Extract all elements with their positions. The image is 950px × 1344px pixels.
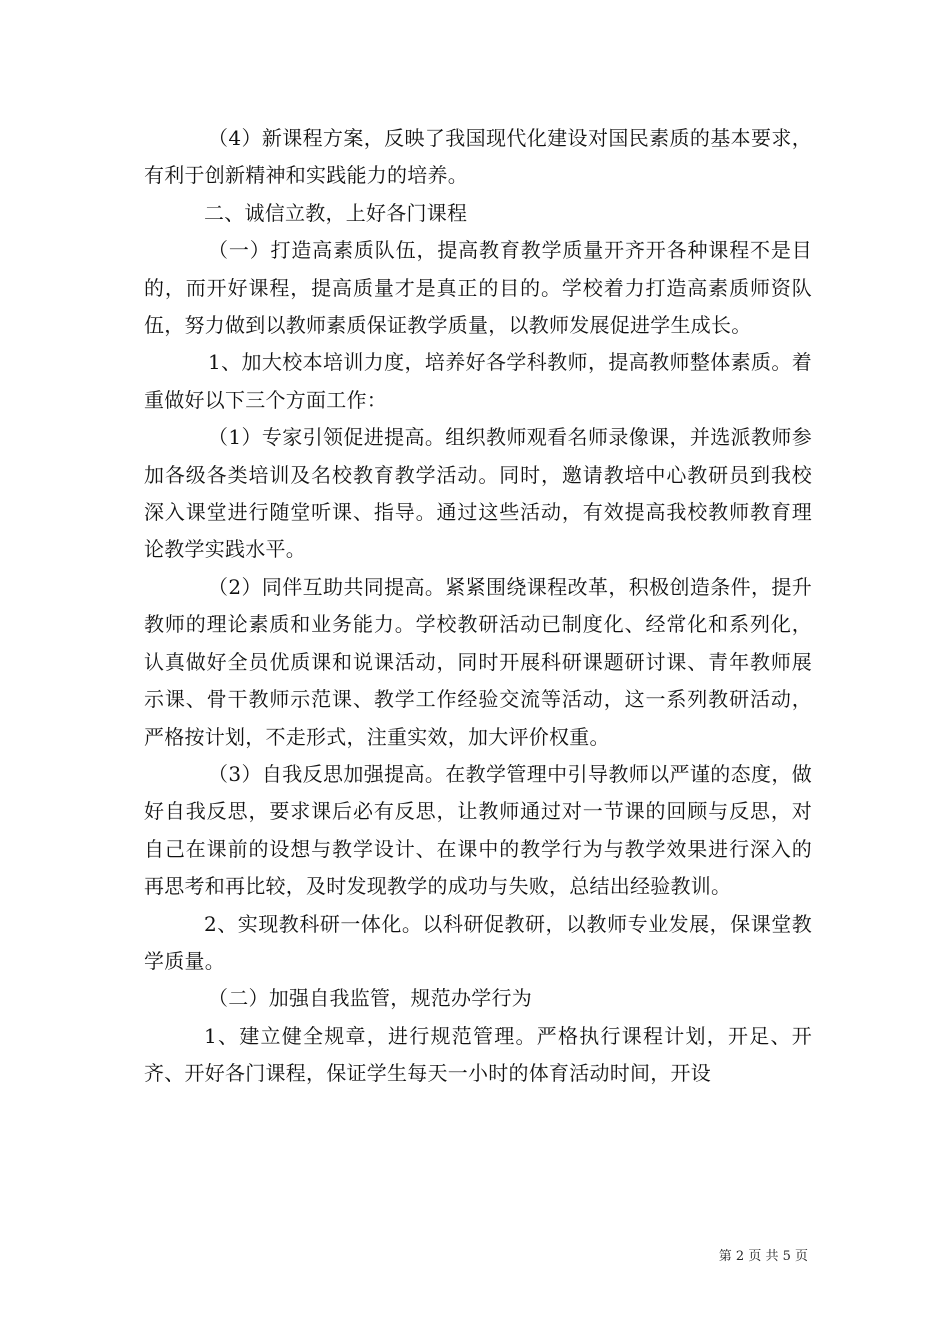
paragraph-expert-guidance: （1）专家引领促进提高。组织教师观看名师录像课，并选派教师参加各级各类培训及名校教育教学活动。同时，邀请教培中心教研员到我校深入课堂进行随堂听课、指导。通过这些活动，有效提高我校教师教育理论教学实践水平。 bbox=[144, 425, 812, 562]
paragraph-peer-support: （2）同伴互助共同提高。紧紧围绕课程改革，积极创造条件，提升教师的理论素质和业务能力。学校教研活动已制度化、经常化和系列化，认真做好全员优质课和说课活动，同时开展科研课题研讨课、青年教师展示课、骨干教师示范课、教学工作经验交流等活动，这一系列教研活动，严格按计划，不走形式，注重实效，加大评价权重。 bbox=[144, 574, 812, 749]
paragraph-new-curriculum-plan: （4）新课程方案，反映了我国现代化建设对国民素质的基本要求，有利于创新精神和实践能力的培养。 bbox=[144, 126, 812, 188]
document-body bbox=[144, 120, 812, 1093]
heading-self-supervision: （二）加强自我监管，规范办学行为 bbox=[208, 986, 532, 1011]
paragraph-school-training: 1、加大校本培训力度，培养好各学科教师，提高教师整体素质。着重做好以下三个方面工作： bbox=[144, 350, 812, 412]
paragraph-regulations: 1、建立健全规章，进行规范管理。严格执行课程计划，开足、开齐、开好各门课程，保证学生每天一小时的体育活动时间，开设 bbox=[144, 1023, 812, 1086]
paragraph-research-integration: 2、实现教科研一体化。以科研促教研，以教师专业发展，保课堂教学质量。 bbox=[144, 911, 812, 973]
paragraph-build-quality-team: （一）打造高素质队伍，提高教育教学质量开齐开各种课程不是目的，而开好课程，提高质量才是真正的目的。学校着力打造高素质师资队伍，努力做到以教师素质保证教学质量，以教师发展促进学生成长。 bbox=[144, 238, 812, 338]
heading-section-two: 二、诚信立教，上好各门课程 bbox=[204, 200, 468, 225]
page-number-footer: 第 2 页 共 5 页 bbox=[718, 1249, 808, 1264]
paragraph-self-reflection: （3）自我反思加强提高。在教学管理中引导教师以严谨的态度，做好自我反思，要求课后必有反思，让教师通过对一节课的回顾与反思，对自己在课前的设想与教学设计、在课中的教学行为与教学效果进行深入的再思考和再比较，及时发现教学的成功与失败，总结出经验教训。 bbox=[144, 761, 812, 899]
